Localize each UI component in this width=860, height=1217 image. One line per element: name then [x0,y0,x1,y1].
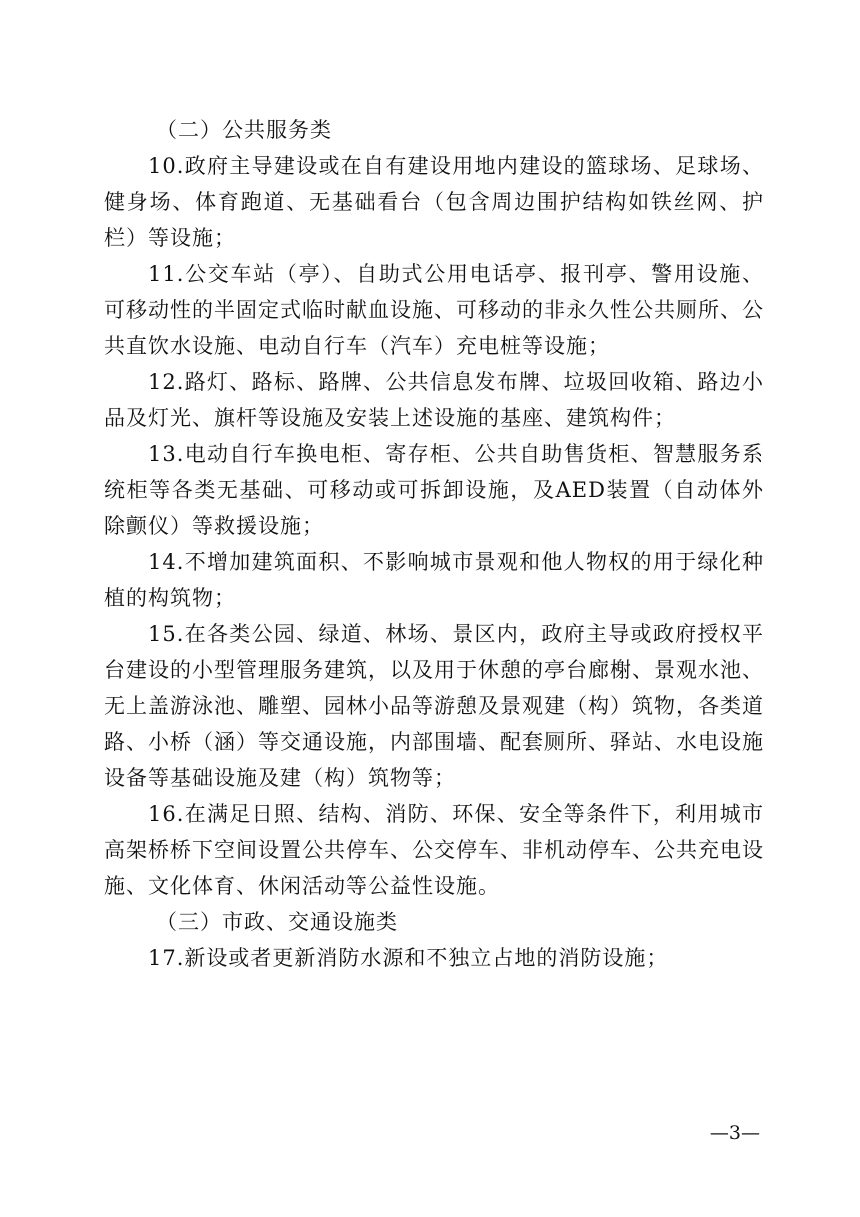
list-item-14: 14.不增加建筑面积、不影响城市景观和他人物权的用于绿化种植的构筑物； [104,550,764,610]
section-heading-municipal-transport: （三）市政、交通设施类 [156,910,398,934]
list-item-12: 12.路灯、路标、路牌、公共信息发布牌、垃圾回收箱、路边小品及灯光、旗杆等设施及安装上述设施的基座、建筑构件； [104,370,764,430]
list-item-16: 16.在满足日照、结构、消防、环保、安全等条件下，利用城市高架桥桥下空间设置公共停车、公交停车、非机动停车、公共充电设施、文化体育、休闲活动等公益性设施。 [104,802,764,898]
list-item-13: 13.电动自行车换电柜、寄存柜、公共自助售货柜、智慧服务系统柜等各类无基础、可移动或可拆卸设施，及AED装置（自动体外除颤仪）等救援设施； [104,442,764,538]
list-item-17: 17.新设或者更新消防水源和不独立占地的消防设施； [148,946,669,970]
list-item-15: 15.在各类公园、绿道、林场、景区内，政府主导或政府授权平台建设的小型管理服务建筑，以及用于休憩的亭台廊榭、景观水池、无上盖游泳池、雕塑、园林小品等游憩及景观建（构）筑物，各类道路、小桥（涵）等交通设施，内部围墙、配套厕所、驿站、水电设施设备等基础设施及建（构）筑物等； [104,622,764,790]
section-heading-public-services: （二）公共服务类 [156,118,332,142]
page-number: —3— [709,1122,760,1144]
list-item-11: 11.公交车站（亭）、自助式公用电话亭、报刊亭、警用设施、可移动性的半固定式临时献血设施、可移动的非永久性公共厕所、公共直饮水设施、电动自行车（汽车）充电桩等设施； [104,262,764,358]
list-item-10: 10.政府主导建设或在自有建设用地内建设的篮球场、足球场、健身场、体育跑道、无基础看台（包含周边围护结构如铁丝网、护栏）等设施； [104,154,764,250]
document-body [104,112,764,976]
